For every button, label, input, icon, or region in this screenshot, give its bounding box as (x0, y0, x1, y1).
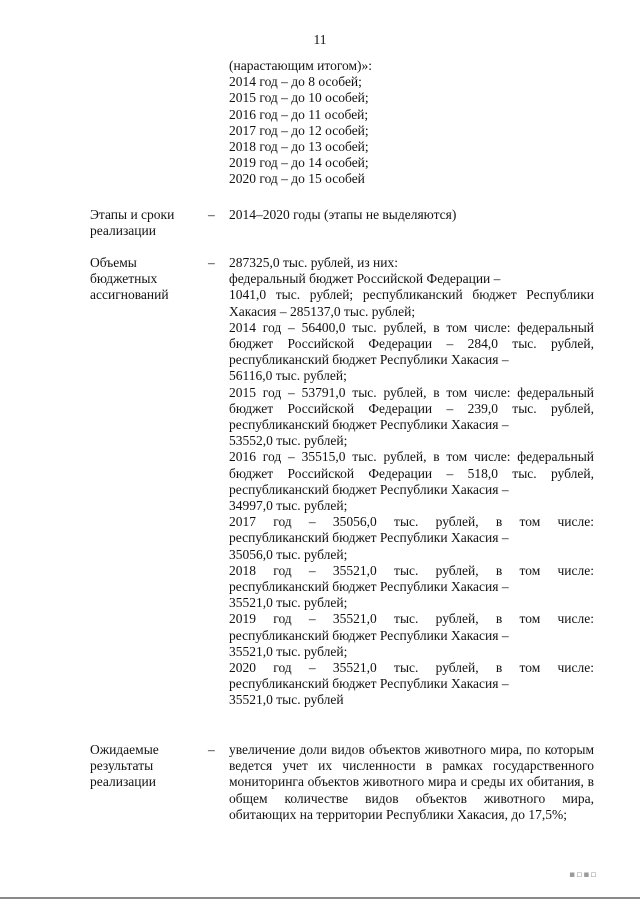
content-line: 56116,0 тыс. рублей; (229, 368, 347, 384)
content-line: 35056,0 тыс. рублей; (229, 546, 348, 562)
results-content (229, 742, 594, 823)
content-line: республиканский бюджет Республики Хакасия – (229, 676, 509, 692)
dash-separator: – (208, 742, 215, 757)
content-line: Хакасия – 285137,0 тыс. рублей; (229, 303, 416, 319)
page-number: 11 (313, 32, 327, 47)
content-line: 2015 год – 53791,0 тыс. рублей, в том числе: федеральный (229, 384, 594, 400)
content-line: 35521,0 тыс. рублей (229, 692, 344, 708)
content-line: 2014 год – 56400,0 тыс. рублей, в том числе: федеральный (229, 319, 594, 335)
budget-content (229, 255, 594, 709)
stages-label (90, 207, 200, 239)
label-line: Этапы и сроки (90, 207, 175, 222)
content-line: 35521,0 тыс. рублей; (229, 595, 348, 611)
intro-line: 2020 год – до 15 особей (229, 171, 365, 187)
content-line: 2014–2020 годы (этапы не выделяются) (229, 207, 457, 222)
bottom-scan-edge (0, 897, 640, 899)
content-line: 287325,0 тыс. рублей, из них: (229, 255, 398, 270)
intro-line: 2016 год – до 11 особей; (229, 106, 369, 122)
content-line: 2020 год – 35521,0 тыс. рублей, в том числе: (229, 660, 594, 676)
intro-line: 2015 год – до 10 особей; (229, 90, 369, 106)
intro-line: 2017 год – до 12 особей; (229, 122, 369, 138)
intro-line: (нарастающим итогом)»: (229, 58, 373, 73)
scan-stamp-mark: ▪▫▪▫ (569, 870, 598, 880)
content-line: 35521,0 тыс. рублей; (229, 643, 348, 659)
content-line: 2016 год – 35515,0 тыс. рублей, в том числе: федеральный (229, 449, 594, 465)
content-line: республиканский бюджет Республики Хакасия – (229, 352, 509, 368)
budget-label (90, 255, 200, 304)
content-line: бюджет Российской Федерации – 284,0 тыс. рублей, (229, 336, 594, 352)
content-line: 1041,0 тыс. рублей; республиканский бюджет Республики (229, 287, 594, 303)
content-line: бюджет Российской Федерации – 239,0 тыс. рублей, (229, 400, 594, 416)
label-line: реализации (90, 774, 156, 790)
intro-line: 2014 год – до 8 особей; (229, 74, 362, 90)
content-line: республиканский бюджет Республики Хакасия – (229, 627, 509, 643)
label-line: результаты (90, 758, 154, 774)
stages-content (229, 207, 594, 223)
label-line: ассигнований (90, 287, 169, 303)
intro-line: 2019 год – до 14 особей; (229, 155, 369, 171)
content-line: 53552,0 тыс. рублей; (229, 433, 348, 449)
results-paragraph: увеличение доли видов объектов животного мира, по которым ведется учет их численности в рамках государственного мониторинга объектов животного мира и среды их обитания, в общем количестве видов объектов животного мира, обитающих на территории Республики Хакасия, до 17,5%; (229, 742, 594, 822)
label-line: бюджетных (90, 271, 158, 287)
content-line: республиканский бюджет Республики Хакасия – (229, 417, 509, 433)
content-line: 34997,0 тыс. рублей; (229, 498, 348, 514)
content-line: республиканский бюджет Республики Хакасия – (229, 579, 509, 595)
content-line: федеральный бюджет Российской Федерации – (229, 271, 501, 287)
intro-list (229, 58, 372, 188)
content-line: республиканский бюджет Республики Хакасия – (229, 530, 509, 546)
content-line: республиканский бюджет Республики Хакасия – (229, 481, 509, 497)
content-line: 2017 год – 35056,0 тыс. рублей, в том числе: (229, 514, 594, 530)
dash-separator: – (208, 207, 215, 222)
label-line: Ожидаемые (90, 742, 159, 757)
content-line: 2019 год – 35521,0 тыс. рублей, в том числе: (229, 611, 594, 627)
dash-separator: – (208, 255, 215, 270)
intro-line: 2018 год – до 13 особей; (229, 139, 369, 155)
content-line: 2018 год – 35521,0 тыс. рублей, в том числе: (229, 562, 594, 578)
content-line: бюджет Российской Федерации – 518,0 тыс. рублей, (229, 465, 594, 481)
results-label (90, 742, 200, 791)
label-line: реализации (90, 223, 156, 239)
label-line: Объемы (90, 255, 137, 270)
